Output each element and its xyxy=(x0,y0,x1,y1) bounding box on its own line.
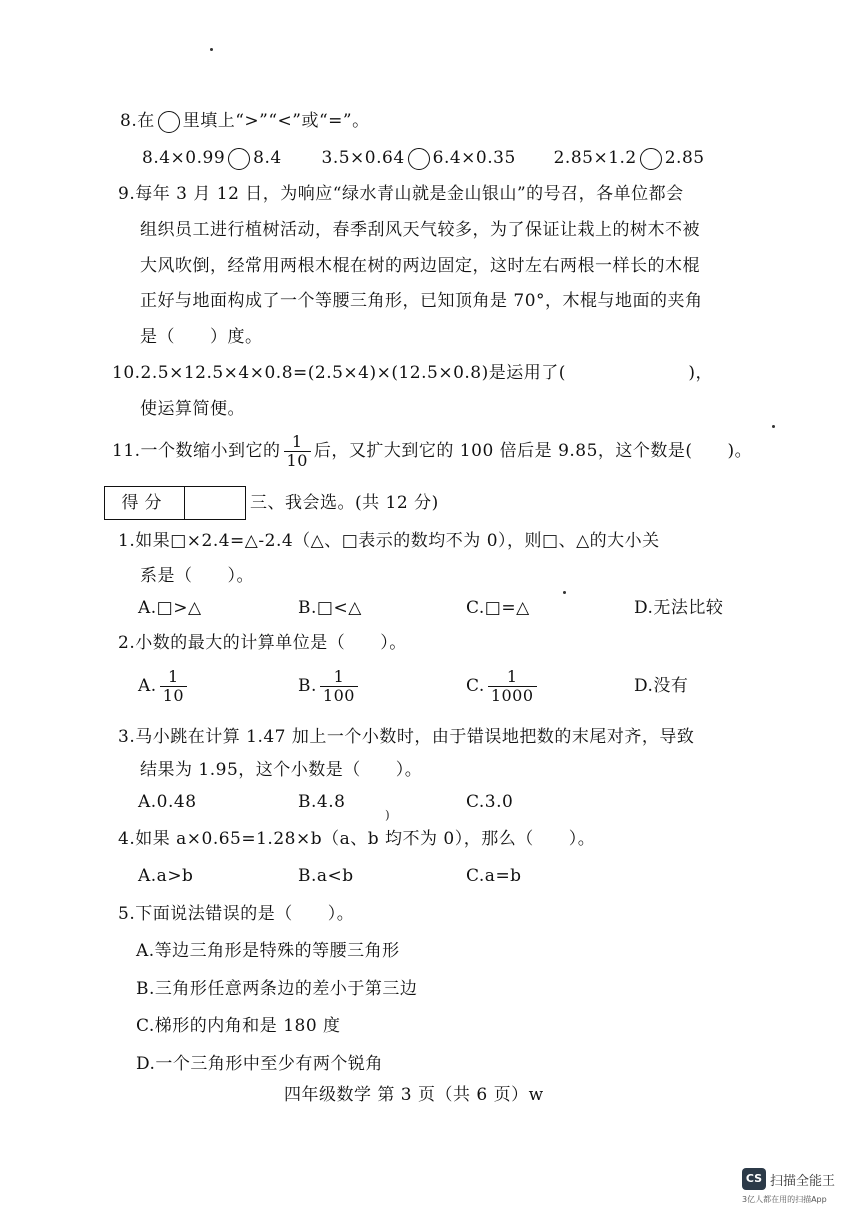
q8-prompt-a: 8.在 xyxy=(120,111,155,131)
s1-option-b[interactable]: B.□<△ xyxy=(298,598,362,618)
q9-line-5: 是（ ）度。 xyxy=(140,327,263,347)
q8-prompt-b: 里填上“>”“<”或“=”。 xyxy=(182,111,370,131)
q8-expr1-left: 8.4×0.99 xyxy=(142,148,226,168)
q8-expr2-right: 6.4×0.35 xyxy=(432,148,516,168)
q10-line-2: 使运算简便。 xyxy=(140,399,245,419)
compare-circle-1[interactable] xyxy=(228,148,250,170)
s2-option-a[interactable] xyxy=(138,664,190,708)
q8-expr3-left: 2.85×1.2 xyxy=(553,148,637,168)
scan-speck xyxy=(772,425,775,428)
q9-line-3: 大风吹倒，经常用两根木棍在树的两边固定，这时左右两根一样长的木棍 xyxy=(140,256,700,276)
s2-option-b[interactable] xyxy=(298,664,361,708)
s4-stem: 4.如果 a×0.65=1.28×b（a、b 均不为 0），那么（ ）。 xyxy=(118,829,596,849)
watermark-tagline: 3亿人都在用的扫描App xyxy=(742,1195,827,1204)
q9-line-1: 9.每年 3 月 12 日，为响应“绿水青山就是金山银山”的号召，各单位都会 xyxy=(118,184,684,204)
q8-expr2-left: 3.5×0.64 xyxy=(321,148,405,168)
s2-stem: 2.小数的最大的计算单位是（ ）。 xyxy=(118,633,407,653)
section-3-title: 三、我会选。(共 12 分) xyxy=(250,493,439,513)
s1-option-c[interactable]: C.□=△ xyxy=(466,598,530,618)
s4-option-c[interactable]: C.a=b xyxy=(466,866,522,886)
scan-speck xyxy=(563,591,566,594)
s3-line-2: 结果为 1.95，这个小数是（ ）。 xyxy=(140,760,423,780)
s2-a-num: 1 xyxy=(168,667,179,686)
watermark-name: 扫描全能王 xyxy=(770,1174,836,1189)
s5-option-d[interactable]: D.一个三角形中至少有两个锐角 xyxy=(136,1054,383,1074)
score-box xyxy=(104,486,246,520)
q8-expressions xyxy=(142,147,705,170)
s1-option-a[interactable]: A.□>△ xyxy=(138,598,202,618)
q9-line-4: 正好与地面构成了一个等腰三角形，已知顶角是 70°，木棍与地面的夹角 xyxy=(140,291,703,311)
q9-line-2: 组织员工进行植树活动，春季刮风天气较多，为了保证让栽上的树木不被 xyxy=(140,220,700,240)
s2-c-fraction xyxy=(488,668,537,705)
score-label: 得分 xyxy=(105,487,185,519)
q11-before: 11.一个数缩小到它的 xyxy=(112,441,281,461)
scan-speck: ) xyxy=(385,808,390,822)
s3-option-a[interactable]: A.0.48 xyxy=(138,792,197,812)
score-field[interactable] xyxy=(185,487,245,519)
compare-circle-2[interactable] xyxy=(408,148,430,170)
s5-option-a[interactable]: A.等边三角形是特殊的等腰三角形 xyxy=(136,941,400,961)
s1-line-2: 系是（ ）。 xyxy=(140,566,254,586)
camscanner-logo-icon: CS xyxy=(742,1168,766,1190)
s2-c-label: C. xyxy=(466,676,485,696)
s1-line-1: 1.如果□×2.4=△-2.4（△、□表示的数均不为 0），则□、△的大小关 xyxy=(118,531,660,551)
s2-option-c[interactable] xyxy=(466,664,540,708)
q8-expr1-right: 8.4 xyxy=(253,148,282,168)
q8-expr3-right: 2.85 xyxy=(664,148,705,168)
s2-a-fraction xyxy=(160,668,187,705)
q10-line-1: 10.2.5×12.5×4×0.8=(2.5×4)×(12.5×0.8)是运用了( )， xyxy=(112,363,714,383)
s3-option-c[interactable]: C.3.0 xyxy=(466,792,514,812)
s2-c-num: 1 xyxy=(506,667,518,686)
s2-a-den: 10 xyxy=(160,686,187,705)
compare-circle-3[interactable] xyxy=(640,148,662,170)
s2-c-den: 1000 xyxy=(488,686,537,705)
s2-a-label: A. xyxy=(138,676,157,696)
s2-b-den: 100 xyxy=(320,686,358,705)
q11-frac-num: 1 xyxy=(291,432,303,451)
s2-b-fraction xyxy=(320,668,358,705)
scan-speck xyxy=(210,48,213,51)
q11-after: 后，又扩大到它的 100 倍后是 9.85，这个数是( )。 xyxy=(313,441,753,461)
s5-option-c[interactable]: C.梯形的内角和是 180 度 xyxy=(136,1016,341,1036)
s4-option-a[interactable]: A.a>b xyxy=(138,866,194,886)
s2-b-num: 1 xyxy=(333,667,345,686)
blank-circle[interactable] xyxy=(158,111,180,133)
s4-option-b[interactable]: B.a<b xyxy=(298,866,354,886)
s2-b-label: B. xyxy=(298,676,317,696)
q8-prompt xyxy=(120,110,370,133)
s2-option-d[interactable]: D.没有 xyxy=(634,676,689,696)
page-footer: 四年级数学 第 3 页（共 6 页）w xyxy=(284,1085,544,1105)
q11-fraction xyxy=(284,433,311,470)
s1-option-d[interactable]: D.无法比较 xyxy=(634,598,724,618)
s5-stem: 5.下面说法错误的是（ ）。 xyxy=(118,904,355,924)
q11-frac-den: 10 xyxy=(284,451,311,470)
s3-line-1: 3.马小跳在计算 1.47 加上一个小数时，由于错误地把数的末尾对齐，导致 xyxy=(118,727,695,747)
q11-line xyxy=(112,428,752,474)
s3-option-b[interactable]: B.4.8 xyxy=(298,792,346,812)
s5-option-b[interactable]: B.三角形任意两条边的差小于第三边 xyxy=(136,979,418,999)
